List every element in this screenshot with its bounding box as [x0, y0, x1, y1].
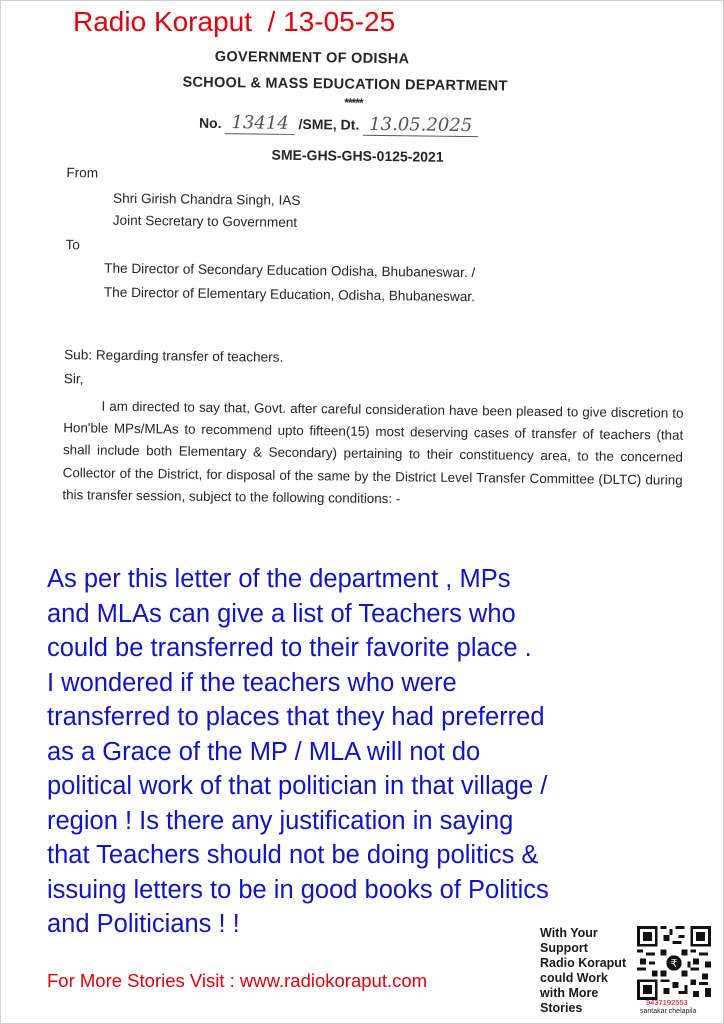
org-line-2: SCHOOL & MASS EDUCATION DEPARTMENT: [182, 74, 508, 95]
letter-paragraph-text: I am directed to say that, Govt. after careful consideration have been pleased to give discretion to Hon'ble MPs/MLAs to recommend upto fifteen(15) most deserving cases of transfer of teachers (that shall include both Elementary & Secondary) pertaining to their constituency area, to the concerned Collector of the District, for disposal of the same by the District Level Transfer Committee (DLTC) during this transfer session, subject to the following conditions: -: [62, 398, 684, 507]
from-label: From: [66, 165, 99, 181]
commentary-line: transferred to places that they had preferred: [47, 703, 545, 731]
header-title: Radio Koraput / 13-05-25: [73, 6, 396, 37]
letter-date: 13.05.2025: [363, 114, 478, 137]
salutation: Sir,: [63, 371, 84, 387]
qr-payee-name: santakar chelapila: [640, 1008, 697, 1015]
sme-label: /SME, Dt.: [298, 115, 360, 133]
commentary-line: political work of that politician in that village /: [47, 772, 548, 800]
qr-phone-number: 9437192553: [646, 998, 688, 1007]
commentary-block: [47, 562, 677, 942]
svg-text:₹: ₹: [670, 957, 678, 971]
letter-paragraph: [62, 395, 683, 514]
commentary-line: region ! Is there any justification in saying: [47, 806, 514, 835]
commentary-line: could be transferred to their favorite place .: [47, 634, 532, 662]
support-line: Radio Koraput: [540, 956, 627, 970]
letter-number: 13414: [225, 112, 295, 135]
stars-separator: *****: [344, 95, 363, 110]
support-line: could Work: [540, 971, 608, 985]
commentary-line: I wondered if the teachers who were: [47, 668, 457, 697]
from-title: Joint Secretary to Government: [112, 212, 298, 230]
letter-number-line: [199, 112, 478, 137]
support-line: Support: [540, 941, 588, 955]
support-line: Stories: [540, 1001, 583, 1015]
payment-qr-code[interactable]: [637, 926, 711, 1000]
commentary-line: that Teachers should not be doing politics &: [47, 841, 539, 869]
footer-website-link[interactable]: For More Stories Visit : www.radiokoraput.com: [47, 970, 428, 991]
commentary-line: as a Grace of the MP / MLA will not do: [47, 737, 481, 766]
to-label: To: [65, 237, 80, 253]
from-name: Shri Girish Chandra Singh, IAS: [112, 190, 301, 209]
to-line-1: The Director of Secondary Education Odisha, Bhubaneswar. /: [104, 260, 476, 281]
commentary-line: and MLAs can give a list of Teachers who: [47, 599, 516, 628]
support-line: With Your: [540, 926, 598, 940]
subject-line: Sub: Regarding transfer of teachers.: [64, 347, 284, 365]
reference-number: SME-GHS-GHS-0125-2021: [271, 146, 444, 165]
commentary-line: and Politicians ! !: [47, 910, 240, 938]
no-label: No.: [198, 114, 222, 132]
support-line: with More: [540, 986, 599, 1000]
to-line-2: The Director of Elementary Education, Odisha, Bhubaneswar.: [103, 284, 476, 305]
commentary-line: issuing letters to be in good books of Politics: [47, 875, 549, 904]
scanned-letter: [49, 40, 695, 548]
commentary-line: As per this letter of the department , MPs: [47, 565, 511, 593]
support-text: [540, 926, 635, 1016]
org-line-1: GOVERNMENT OF ODISHA: [214, 48, 410, 68]
